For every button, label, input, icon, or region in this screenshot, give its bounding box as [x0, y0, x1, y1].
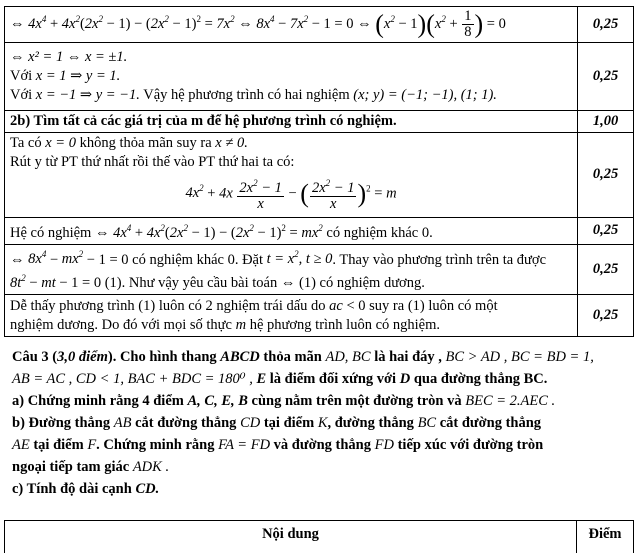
content-header: Nội dung [5, 521, 577, 553]
row-substitution-t [5, 244, 634, 295]
row-has-solution [5, 217, 634, 244]
problem-title: Câu 3 (3,0 điểm). Cho hình thang ABCD thỏa mãn AD, BC là hai đáy , BC > AD , BC = BD = 1, [12, 346, 632, 368]
fraction: $\frac{2x^2 - 1}{x}$ [310, 176, 356, 212]
answer-table-header [4, 520, 634, 553]
row-equation-1 [5, 7, 634, 43]
row-heading-2b [5, 111, 634, 133]
substitution-t-line-2: $8t^2$ − mt − 1 = 0 (1). Như vậy yêu cầu bài toán ⇔ (1) có nghiệm dương. [10, 269, 572, 293]
score-cell: 1,00 [578, 111, 634, 133]
score-cell: 0,25 [578, 43, 634, 111]
substitution-t-cell [5, 244, 578, 295]
score-header: Điểm [577, 521, 634, 553]
score-cell: 0,25 [578, 217, 634, 244]
equation-cell: ⇔ $4x^4 + 4x^2(2x^2 - 1) - (2x^2 - 1)^2 = 7x^2$ ⇔ $8x^4 - 7x^2 - 1 = 0$ ⇔ $(x^2 - 1)(x^2$ + $\frac{1}{8}$ ) = 0 [5, 7, 578, 43]
problem-part-b-end: ngoại tiếp tam giác ADK . [12, 456, 632, 478]
solution-table [4, 6, 634, 337]
fraction: $\frac{2x^2 - 1}{x}$ [237, 176, 283, 212]
score-cell: 0,25 [578, 295, 634, 337]
solution-line-3: Với x = −1 ⇒ y = −1. Vậy hệ phương trình có hai nghiệm (x; y) = (−1; −1), (1; 1). [10, 86, 572, 105]
solutions-cell [5, 43, 578, 111]
conclusion-line-1: Dễ thấy phương trình (1) luôn có 2 nghiệm trái dấu do ac < 0 suy ra (1) luôn có một [10, 297, 572, 316]
score-cell: 0,25 [578, 133, 634, 218]
solution-line-1: ⇔ x² = 1 ⇔ x = ±1. [10, 48, 572, 67]
row-conclusion [5, 295, 634, 337]
problem-3 [12, 346, 632, 500]
substitution-cell [5, 133, 578, 218]
conclusion-line-2: nghiệm dương. Do đó với mọi số thực m hệ phương trình luôn có nghiệm. [10, 316, 572, 335]
substitution-line-1: Ta có x = 0 không thỏa mãn suy ra x ≠ 0. [10, 134, 572, 153]
row-solutions [5, 43, 634, 111]
problem-part-b: b) Đường thẳng AB cắt đường thẳng CD tại điểm K, đường thẳng BC cắt đường thẳng [12, 412, 632, 434]
score-cell: 0,25 [578, 244, 634, 295]
problem-part-a: a) Chứng minh rằng 4 điểm A, C, E, B cùng nằm trên một đường tròn và BEC = 2.AEC . [12, 390, 632, 412]
conclusion-cell [5, 295, 578, 337]
problem-part-b-cont: AE tại điểm F. Chứng minh rằng FA = FD và đường thẳng FD tiếp xúc với đường tròn [12, 434, 632, 456]
solution-line-2: Với x = 1 ⇒ y = 1. [10, 67, 572, 86]
substitution-t-line-1: ⇔ $8x^4 - mx^2 - 1 = 0$ có nghiệm khác 0. Đặt $t = x^2$, t ≥ 0. Thay vào phương trình trên ta được [10, 246, 572, 270]
score-cell: 0,25 [578, 7, 634, 43]
has-solution-cell: Hệ có nghiệm ⇔ $4x^4 + 4x^2(2x^2 - 1) - (2x^2 - 1)^2 = mx^2$ có nghiệm khác 0. [5, 217, 578, 244]
problem-conditions: AB = AC , CD < 1, BAC + BDC = 180⁰ , E là điểm đối xứng với D qua đường thẳng BC. [12, 368, 632, 390]
substitution-formula: $4x^2 + 4x$ $\frac{2x^2 - 1}{x}$ − ( $\frac{2x^2 - 1}{x}$ )$^2$ = m [10, 172, 572, 216]
heading-2b: 2b) Tìm tất cả các giá trị của m để hệ phương trình có nghiệm. [5, 111, 578, 133]
row-substitution [5, 133, 634, 218]
substitution-line-2: Rút y từ PT thứ nhất rồi thế vào PT thứ hai ta có: [10, 153, 572, 172]
problem-part-c: c) Tính độ dài cạnh CD. [12, 478, 632, 500]
fraction: $\frac{1}{8}$ [462, 9, 473, 40]
